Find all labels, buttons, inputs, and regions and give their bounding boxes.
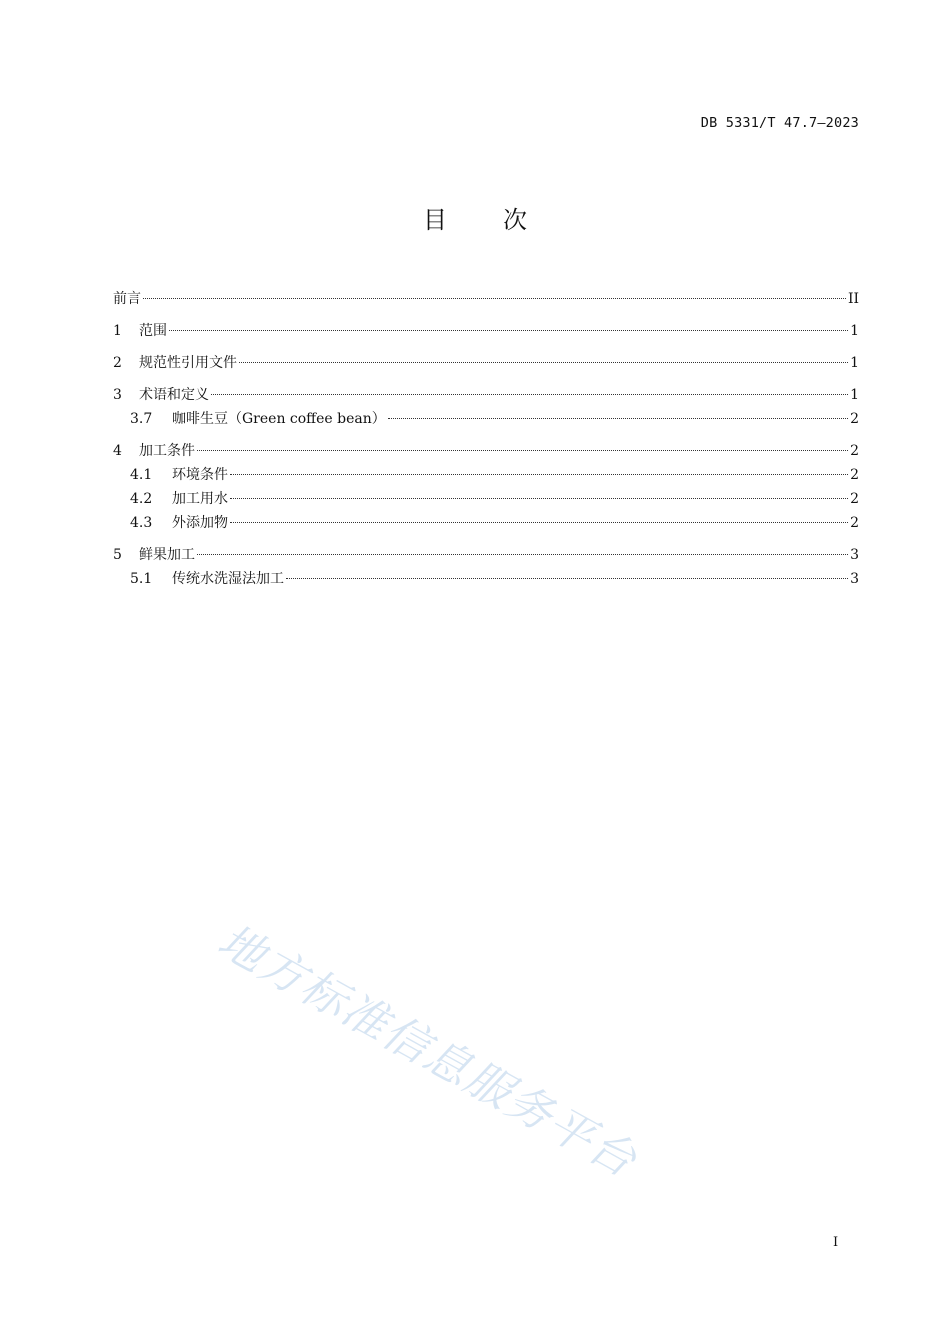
dot-leader <box>211 394 848 395</box>
toc-entry-number: 5.1 <box>130 571 153 587</box>
page-number: I <box>833 1235 839 1250</box>
toc-entry-title: 术语和定义 <box>139 387 209 403</box>
toc-entry-title: 鲜果加工 <box>139 547 195 563</box>
toc-entry-number: 3 <box>113 387 122 403</box>
watermark: 地方标准信息服务平台 <box>209 913 647 1188</box>
dot-leader <box>230 474 848 475</box>
toc-entry-page: 1 <box>850 355 859 371</box>
toc-title <box>0 200 950 235</box>
toc-entry-3[interactable] <box>113 383 859 407</box>
toc-entry-page: II <box>847 291 859 307</box>
toc-entry-number: 4 <box>113 443 122 459</box>
toc-entry-4[interactable] <box>113 439 859 463</box>
toc-entry-title: 环境条件 <box>172 467 228 483</box>
dot-leader <box>197 450 848 451</box>
dot-leader <box>169 330 848 331</box>
dot-leader <box>286 578 848 579</box>
toc-entry-number: 5 <box>113 547 122 563</box>
toc-entry-page: 2 <box>850 467 859 483</box>
toc-entry-title: 外添加物 <box>172 515 228 531</box>
table-of-contents <box>113 287 859 591</box>
dot-leader <box>388 418 848 419</box>
toc-entry-number: 4.3 <box>130 515 153 531</box>
toc-entry-title: 咖啡生豆（Green coffee bean） <box>172 411 386 427</box>
toc-entry-page: 2 <box>850 443 859 459</box>
toc-entry-2[interactable] <box>113 351 859 375</box>
toc-entry-1[interactable] <box>113 319 859 343</box>
toc-entry-3-7[interactable] <box>113 407 859 431</box>
toc-entry-title: 范围 <box>139 323 167 339</box>
toc-entry-page: 2 <box>850 491 859 507</box>
dot-leader <box>197 554 848 555</box>
toc-entry-4-3[interactable] <box>113 511 859 535</box>
toc-entry-4-1[interactable] <box>113 463 859 487</box>
dot-leader <box>230 522 848 523</box>
toc-entry-number: 4.1 <box>130 467 153 483</box>
toc-entry-page: 1 <box>850 323 859 339</box>
toc-entry-5-1[interactable] <box>113 567 859 591</box>
toc-entry-5[interactable] <box>113 543 859 567</box>
toc-entry-title: 传统水洗湿法加工 <box>172 571 284 587</box>
toc-title-char-2: 次 <box>503 206 527 234</box>
toc-entry-number: 1 <box>113 323 122 339</box>
toc-entry-title: 规范性引用文件 <box>139 355 237 371</box>
toc-entry-number: 2 <box>113 355 122 371</box>
document-code: DB 5331/T 47.7—2023 <box>700 115 859 131</box>
toc-entry-title: 加工用水 <box>172 491 228 507</box>
toc-entry-foreword[interactable] <box>113 287 859 311</box>
toc-title-char-1: 目 <box>423 206 447 234</box>
dot-leader <box>230 498 848 499</box>
toc-entry-page: 3 <box>850 571 859 587</box>
toc-entry-page: 2 <box>850 515 859 531</box>
toc-entry-title: 前言 <box>113 291 141 307</box>
toc-entry-title: 加工条件 <box>139 443 195 459</box>
toc-entry-4-2[interactable] <box>113 487 859 511</box>
dot-leader <box>143 298 846 299</box>
toc-entry-page: 2 <box>850 411 859 427</box>
dot-leader <box>239 362 848 363</box>
toc-entry-number: 3.7 <box>130 411 153 427</box>
toc-entry-page: 1 <box>850 387 859 403</box>
toc-entry-number: 4.2 <box>130 491 153 507</box>
toc-entry-page: 3 <box>850 547 859 563</box>
